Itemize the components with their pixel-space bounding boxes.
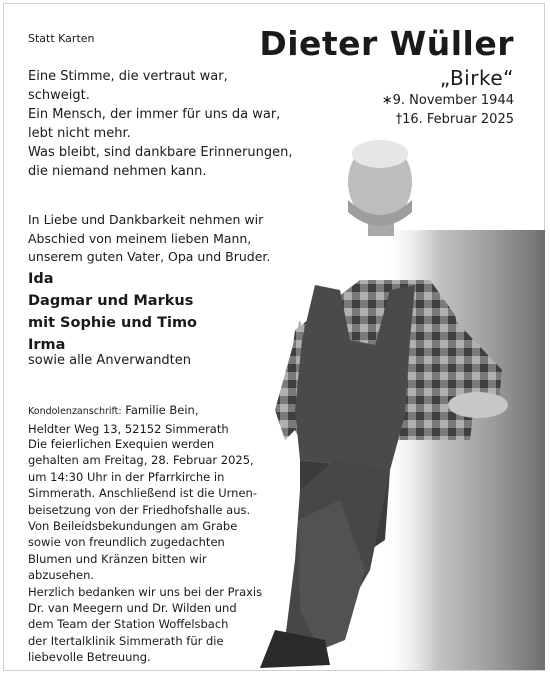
poem-line: die niemand nehmen kann. bbox=[28, 164, 207, 179]
condolence-recipient: Familie Bein, bbox=[125, 403, 199, 417]
family-member: Irma bbox=[28, 337, 66, 353]
family-names bbox=[28, 268, 197, 356]
farewell-line: In Liebe und Dankbarkeit nehmen wir bbox=[28, 212, 264, 227]
service-line: dem Team der Station Woffelsbach bbox=[28, 617, 229, 632]
poem-line: Eine Stimme, die vertraut war, bbox=[28, 69, 228, 84]
portrait-photo bbox=[240, 140, 545, 670]
poem-line: Ein Mensch, der immer für uns da war, bbox=[28, 107, 281, 122]
service-line: liebevolle Betreuung. bbox=[28, 650, 151, 665]
service-line: abzusehen. bbox=[28, 568, 95, 583]
family-member: Ida bbox=[28, 271, 54, 287]
service-line: Blumen und Kränzen bitten wir bbox=[28, 551, 207, 566]
family-member: Dagmar und Markus bbox=[28, 293, 194, 309]
family-member: mit Sophie und Timo bbox=[28, 315, 198, 331]
poem-line: schweigt. bbox=[28, 88, 90, 103]
relatives-line: sowie alle Anverwandten bbox=[28, 353, 192, 368]
service-line: gehalten am Freitag, 28. Februar 2025, bbox=[28, 453, 254, 468]
deceased-nickname: „Birke“ bbox=[439, 66, 514, 90]
service-line: Dr. van Meegern und Dr. Wilden und bbox=[28, 601, 237, 616]
service-line: Von Beileidsbekundungen am Grabe bbox=[28, 519, 238, 534]
condolence-address bbox=[28, 402, 229, 437]
farewell-sentence bbox=[28, 211, 270, 267]
poem-line: Was bleibt, sind dankbare Erinnerungen, bbox=[28, 145, 293, 160]
poem bbox=[28, 67, 292, 181]
service-line: Herzlich bedanken wir uns bei der Praxis bbox=[28, 584, 263, 599]
condolence-label: Kondolenzanschrift: bbox=[28, 406, 122, 417]
service-line: Simmerath. Anschließend ist die Urnen- bbox=[28, 486, 257, 501]
deceased-name: Dieter Wüller bbox=[259, 24, 514, 63]
farewell-line: Abschied von meinem lieben Mann, bbox=[28, 230, 252, 246]
statt-karten-label: Statt Karten bbox=[28, 32, 95, 45]
service-details bbox=[28, 436, 262, 666]
service-line: Die feierlichen Exequien werden bbox=[28, 437, 215, 451]
service-line: beisetzung von der Friedhofshalle aus. bbox=[28, 502, 251, 517]
service-line: der Itertalklinik Simmerath für die bbox=[28, 633, 224, 648]
farewell-line: unserem guten Vater, Opa und Bruder. bbox=[28, 249, 271, 264]
poem-line: lebt nicht mehr. bbox=[28, 126, 131, 141]
service-line: um 14:30 Uhr in der Pfarrkirche in bbox=[28, 469, 225, 484]
service-line: sowie von freundlich zugedachten bbox=[28, 535, 225, 550]
condolence-street: Heldter Weg 13, 52152 Simmerath bbox=[28, 421, 229, 436]
birth-date: ∗9. November 1944 bbox=[381, 93, 514, 108]
death-date: †16. Februar 2025 bbox=[395, 112, 514, 127]
